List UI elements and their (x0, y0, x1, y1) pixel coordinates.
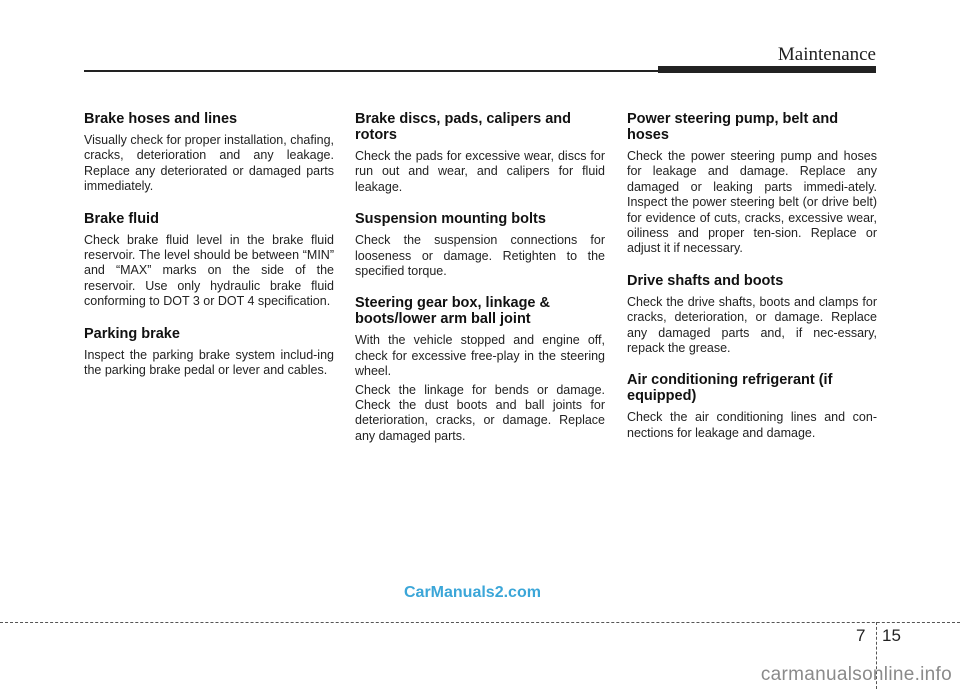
section-heading: Brake discs, pads, calipers and rotors (355, 111, 571, 143)
section-heading: Brake fluid (84, 210, 159, 227)
section-heading: Brake hoses and lines (84, 111, 238, 127)
section (355, 295, 605, 444)
section-heading: Air conditioning refrigerant (if equipped) (627, 372, 833, 405)
section (355, 111, 605, 195)
section (355, 211, 605, 279)
page-number: 15 (882, 626, 901, 645)
section-heading: Power steering pump, belt and hoses (627, 111, 839, 143)
column-3 (627, 111, 877, 457)
section (627, 372, 877, 441)
section-heading: Suspension mounting bolts (355, 211, 546, 228)
section (627, 273, 877, 357)
page-header-title: Maintenance (777, 44, 876, 65)
section-paragraph: Check the air conditioning lines and con-nections for leakage and damage. (627, 410, 877, 440)
section-paragraph: Check the pads for excessive wear, discs for run out and wear, and calipers for fluid leakage. (355, 149, 605, 194)
section-paragraph: With the vehicle stopped and engine off, check for excessive free-play in the steering wheel. (355, 333, 605, 379)
section-paragraph: Visually check for proper installation, chafing, cracks, deterioration and any leakage. Replace any deteriorated or damaged parts immediately. (84, 133, 334, 194)
section-paragraph: Check the power steering pump and hoses for leakage and damage. Replace any damaged or leaking parts immedi-ately. Inspect the power steering belt (or drive belt) for evidence of cuts, cracks, excessive wear, oiliness and proper ten-sion. Replace or adjust it if necessary. (627, 149, 877, 256)
watermark-link[interactable]: CarManuals2.com (404, 584, 541, 601)
section (84, 326, 334, 379)
section-heading: Parking brake (84, 325, 180, 342)
section-paragraph: Check the drive shafts, boots and clamps for cracks, deterioration, or damage. Replace any damaged parts and, if nec-essary, repack the grease. (627, 294, 877, 356)
section-heading: Steering gear box, linkage & boots/lower arm ball joint (355, 295, 550, 328)
section-paragraph: Inspect the parking brake system includ-ing the parking brake pedal or lever and cables. (84, 347, 334, 378)
section (84, 211, 334, 310)
section-paragraph: Check brake fluid level in the brake fluid reservoir. The level should be between “MIN” and “MAX” marks on the side of the reservoir. Use only hydraulic brake fluid conforming to DOT 3 or DOT 4 specification. (84, 232, 334, 309)
section (627, 111, 877, 257)
header-rule (84, 70, 664, 72)
footer-site-link[interactable]: carmanualsonline.info (760, 664, 952, 685)
column-2 (355, 111, 605, 460)
header-rule-accent (658, 66, 876, 73)
section-paragraph: Check the suspension connections for looseness or damage. Retighten to the specified torque. (355, 233, 605, 279)
section (84, 111, 334, 195)
footer-rule (0, 622, 960, 623)
section-paragraph: Check the linkage for bends or damage. Check the dust boots and ball joints for deterioration, cracks, or damage. Replace any damaged parts. (355, 382, 605, 443)
chapter-number: 7 (856, 626, 866, 645)
section-heading: Drive shafts and boots (627, 272, 784, 289)
column-1 (84, 111, 334, 394)
